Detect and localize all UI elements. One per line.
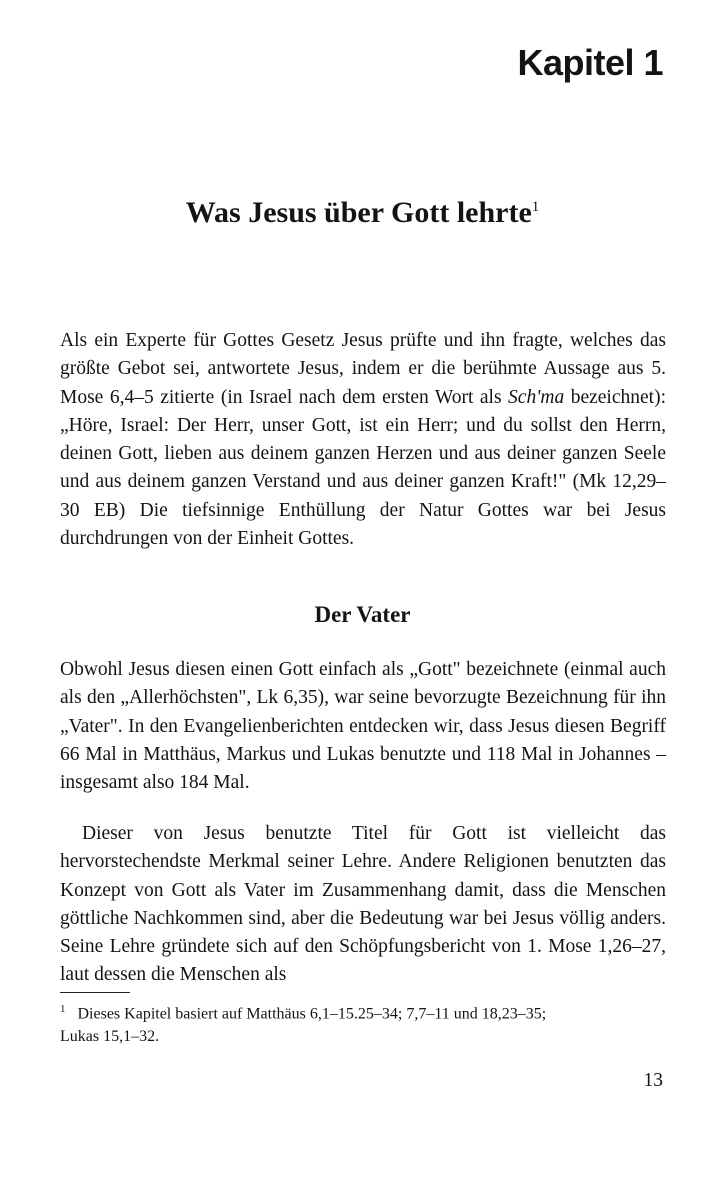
paragraph-1	[60, 327, 666, 553]
paragraph-3: Dieser von Jesus benutzte Titel für Gott ist vielleicht das hervorstechendste Merkmal seiner Lehre. Andere Religionen benutzten das Konzept von Gott als Vater im Zusammenhang damit, dass die Menschen göttliche Nachkommen sind, aber die Bedeutung war bei Jesus völlig anders. Seine Lehre gründete sich auf den Schöpfungsbericht von 1. Mose 1,26–27, laut dessen die Menschen als	[60, 823, 666, 986]
footnote-line-1: Dieses Kapitel basiert auf Matthäus 6,1–15.25–34; 7,7–11 und 18,23–35;	[77, 1005, 547, 1023]
chapter-title-text: Was Jesus über Gott lehrte	[185, 196, 532, 229]
chapter-title	[0, 196, 725, 230]
section-heading: Der Vater	[314, 602, 411, 627]
paragraph-1-start: Als ein Experte für Gottes Gesetz Jesus prüfte und ihn fragte, welches das größte Gebot sei, antwortete Jesus, indem er die berühmte Aussage aus 5. Mose 6,4–5 zitierte (in Israel nach dem ersten Wort als	[60, 330, 666, 408]
footnote-line-2: Lukas 15,1–32.	[60, 1028, 160, 1046]
paragraph-2: Obwohl Jesus diesen einen Gott einfach als „Gott" bezeichnete (einmal auch als den „Allerhöchsten", Lk 6,35), war seine bevorzugte Bezeichnung für ihn „Vater". In den Evangelienberichten entdecken wir, dass Jesus diesen Begriff 66 Mal in Matthäus, Markus und Lukas benutzte und 118 Mal in Johannes – insgesamt also 184 Mal.	[60, 659, 666, 794]
footnote-divider	[60, 992, 130, 993]
footnote	[60, 998, 666, 1048]
paragraph-1-italic: Sch'ma	[508, 386, 565, 408]
paragraph-1-end: bezeichnet): „Höre, Israel: Der Herr, unser Gott, ist ein Herr; und du sollst den Herrn, deinen Gott, lieben aus deinem ganzen Herzen und aus deiner ganzen Seele und aus deinem ganzen Verstand und aus deiner ganzen Kraft!" (Mk 12,29–30 EB) Die tiefsinnige Enthüllung der Natur Gottes war bei Jesus durchdrungen von der Einheit Gottes.	[60, 386, 666, 550]
footnote-ref: 1	[531, 199, 540, 215]
chapter-heading: Kapitel 1	[517, 42, 663, 83]
page-number: 13	[643, 1070, 663, 1091]
footnote-number: 1	[60, 1003, 66, 1015]
